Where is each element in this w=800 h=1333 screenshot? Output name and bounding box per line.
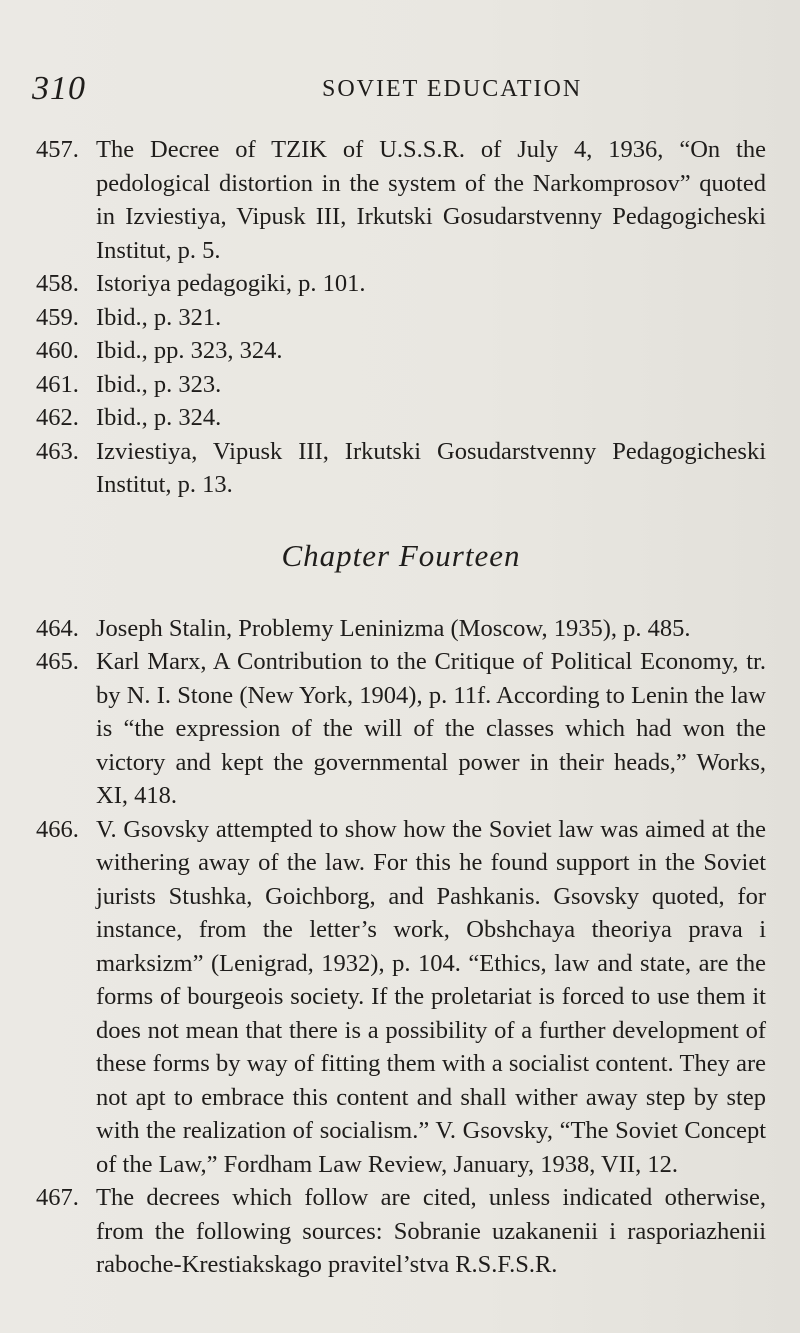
endnote-466 [36, 813, 766, 1182]
note-number: 463. [36, 437, 79, 465]
note-number: 457. [36, 136, 79, 163]
note-number: 459. [36, 303, 79, 331]
note-number: 460. [36, 337, 79, 364]
note-text: V. Gsovsky attempted to show how the Soviet law was aimed at the withering away of the law. For this he found support in the Soviet jurists Stushka, Goichborg, and Pashkanis. Gsovsky quoted, for instance, from the letter’s work, Obshchaya theoriya prava i marksizm” (Lenigrad, 1932), p. 104. “Ethics, law and state, are the forms of bourgeois society. If the proletariat is forced to use them it does not mean that there is a possibility of a further development of these forms by way of fitting them with a socialist content. They are not apt to embrace this content and shall wither away step by step with the realization of socialism.” V. Gsovsky, “The Soviet Concept of the Law,” Fordham Law Review, January, 1938, VII, 12. [96, 815, 766, 1178]
running-head [32, 70, 760, 110]
note-number: 462. [36, 404, 79, 431]
note-number: 466. [36, 815, 79, 843]
endnote-459 [36, 301, 766, 335]
note-text: Joseph Stalin, Problemy Leninizma (Moscow, 1935), p. 485. [96, 614, 691, 642]
endnote-458 [36, 267, 766, 301]
endnote-464 [36, 612, 766, 646]
note-number: 458. [36, 270, 79, 297]
endnote-460 [36, 334, 766, 368]
endnote-462 [36, 401, 766, 435]
note-text: Ibid., p. 321. [96, 303, 222, 331]
endnotes [36, 133, 766, 1282]
page-number: 310 [32, 70, 86, 107]
note-number: 467. [36, 1184, 79, 1211]
note-text: The decrees which follow are cited, unless indicated otherwise, from the following sources: Sobranie uzakanenii i rasporiazhenii raboche-Krestiakskago pravitel’stva R.S.F.S.R. [96, 1184, 766, 1278]
running-title: SOVIET EDUCATION [322, 76, 583, 102]
note-text: Ibid., p. 323. [96, 370, 222, 398]
endnote-467 [36, 1181, 766, 1282]
chapter-heading: Chapter Fourteen [281, 537, 521, 573]
note-text: Izviestiya, Vipusk III, Irkutski Gosudarstvenny Pedagogicheski Institut, p. 13. [96, 437, 766, 498]
endnote-457 [36, 133, 766, 267]
endnote-461 [36, 368, 766, 402]
note-text: Ibid., pp. 323, 324. [96, 337, 283, 364]
note-number: 465. [36, 648, 79, 675]
note-text: The Decree of TZIK of U.S.S.R. of July 4, 1936, “On the pedological distortion in the system of the Narkomprosov” quoted in Izviestiya, Vipusk III, Irkutski Gosudarstvenny Pedagogicheski Institut, p. 5. [96, 136, 766, 264]
note-text: Karl Marx, A Contribution to the Critique of Political Economy, tr. by N. I. Stone (New York, 1904), p. 11f. According to Lenin the law is “the expression of the will of the classes which had won the victory and kept the governmental power in their heads,” Works, XI, 418. [96, 648, 766, 809]
note-number: 464. [36, 614, 79, 642]
note-number: 461. [36, 370, 79, 398]
endnote-465 [36, 645, 766, 813]
endnote-463 [36, 435, 766, 502]
note-text: Istoriya pedagogiki, p. 101. [96, 270, 366, 297]
note-text: Ibid., p. 324. [96, 404, 222, 431]
